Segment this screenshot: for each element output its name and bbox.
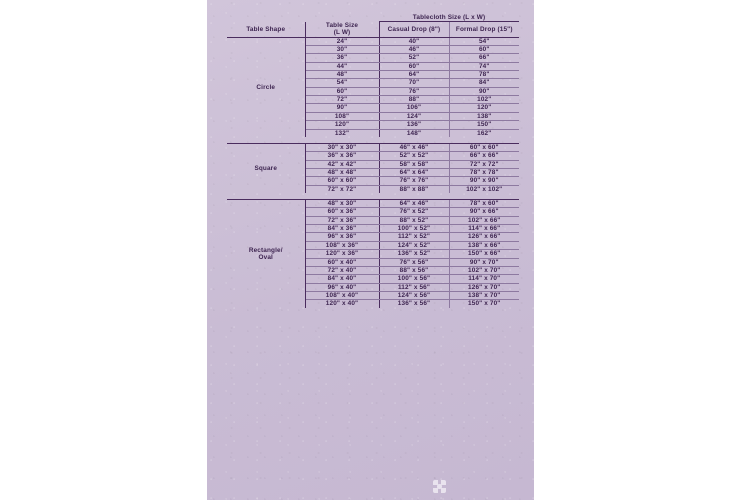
cell-formal-drop: 150" x 70" [468,300,501,308]
cell-table-size: 72" [305,96,379,104]
cell-table-size: 36" [305,54,379,62]
cell-casual-drop: 76" x 56" [379,258,449,266]
cell-formal-drop: 126" x 66" [449,233,519,241]
cell-casual-drop: 46" [379,45,449,53]
cell-table-size: 84" x 36" [305,225,379,233]
cell-formal-drop: 90" x 66" [449,208,519,216]
cell-formal-drop: 72" x 72" [449,160,519,168]
table-header [227,14,519,37]
cell-formal-drop: 138" x 66" [449,241,519,249]
cell-formal-drop: 162" [477,129,492,137]
pinwheel-logo-icon [433,480,446,493]
table-row [227,143,519,151]
cell-casual-drop: 100" x 52" [379,225,449,233]
cell-formal-drop: 78" [449,71,519,79]
cell-formal-drop: 90" x 90" [449,177,519,185]
header-formal-drop: Formal Drop (15") [449,22,519,37]
cell-casual-drop: 136" [379,121,449,129]
cell-formal-drop: 66" [449,54,519,62]
cell-formal-drop: 90" [449,87,519,95]
cell-table-size: 48" x 48" [305,168,379,176]
section-square [227,143,519,199]
header-table-size-line1: Table Size [325,21,359,29]
cell-casual-drop: 124" x 52" [379,241,449,249]
cell-formal-drop: 54" [449,37,519,45]
cell-casual-drop: 40" [379,37,449,45]
cell-table-size: 60" x 40" [305,258,379,266]
cell-casual-drop: 88" x 56" [379,266,449,274]
cell-casual-drop: 64" x 46" [379,200,449,208]
cell-casual-drop: 52" x 52" [379,152,449,160]
logo-center-dot [437,484,441,488]
cell-formal-drop: 102" x 66" [449,216,519,224]
cell-casual-drop: 124" x 56" [379,292,449,300]
cell-casual-drop: 112" x 56" [379,283,449,291]
cell-formal-drop: 138" x 70" [449,292,519,300]
cell-casual-drop: 136" x 52" [379,250,449,258]
cell-formal-drop: 66" x 66" [449,152,519,160]
logo-quadrant-bottom-right [441,488,446,493]
cell-table-size: 48" x 30" [305,200,379,208]
cell-formal-drop: 74" [449,62,519,70]
cell-formal-drop: 126" x 70" [449,283,519,291]
cell-casual-drop: 76" [379,87,449,95]
header-table-size-line2: (L W) [333,29,351,37]
cell-formal-drop: 102" x 70" [449,266,519,274]
cell-table-size: 60" [305,87,379,95]
header-spacer-shape [227,14,305,22]
cell-casual-drop: 148" [379,129,449,137]
cell-table-size: 108" [305,112,379,120]
cell-table-size: 60" x 60" [305,177,379,185]
cell-table-size: 84" x 40" [305,275,379,283]
cell-table-size: 54" [305,79,379,87]
header-table-shape-label: Table Shape [246,25,286,33]
cell-table-size: 30" x 30" [305,143,379,151]
cell-table-size: 36" x 36" [305,152,379,160]
cell-formal-drop: 78" x 78" [449,168,519,176]
cell-casual-drop: 70" [379,79,449,87]
cell-casual-drop: 88" x 52" [379,216,449,224]
cell-table-size: 30" [305,45,379,53]
cell-casual-drop: 124" [379,112,449,120]
cell-casual-drop: 100" x 56" [379,275,449,283]
cell-casual-drop: 136" x 56" [379,300,449,308]
cell-formal-drop: 102" x 102" [466,185,503,193]
cell-casual-drop: 60" [379,62,449,70]
shape-label-square: Square [227,143,305,193]
header-row-columns [227,22,519,37]
cell-formal-drop: 138" [449,112,519,120]
cell-table-size: 72" x 72" [305,185,379,193]
section-circle [227,37,519,143]
cell-formal-drop: 60" [449,45,519,53]
cell-casual-drop: 88" x 88" [379,185,449,193]
cell-table-size: 132" [305,129,379,137]
cell-formal-drop: 120" [449,104,519,112]
shape-label-line1: Rectangle/ [248,246,283,254]
cell-casual-drop: 52" [379,54,449,62]
cell-formal-drop: 150" x 66" [449,250,519,258]
cell-table-size: 96" x 40" [305,283,379,291]
cell-table-size: 60" x 36" [305,208,379,216]
table-row [227,200,519,208]
cell-casual-drop: 76" x 76" [379,177,449,185]
cell-casual-drop: 88" [379,96,449,104]
cell-formal-drop: 78" x 60" [449,200,519,208]
cell-table-size: 96" x 36" [305,233,379,241]
cell-casual-drop: 58" x 58" [379,160,449,168]
cell-casual-drop: 64" x 64" [379,168,449,176]
cell-table-size: 72" x 40" [305,266,379,274]
header-table-size [305,22,379,37]
cell-table-size: 48" [305,71,379,79]
cell-table-size: 90" [305,104,379,112]
cell-formal-drop: 60" x 60" [449,143,519,151]
cell-casual-drop: 64" [379,71,449,79]
cell-table-size: 120" x 36" [305,250,379,258]
header-casual-drop: Casual Drop (8") [379,22,449,37]
table-row [227,37,519,45]
cell-casual-drop: 76" x 52" [379,208,449,216]
cell-casual-drop: 106" [379,104,449,112]
tablecloth-size-chart-card [207,0,534,500]
cell-table-size: 120" x 40" [305,300,379,308]
cell-casual-drop: 112" x 52" [379,233,449,241]
shape-label-rectangle-oval [227,200,305,308]
header-spacer-tablesize [305,14,379,22]
cell-formal-drop: 90" x 70" [449,258,519,266]
header-tablecloth-size: Tablecloth Size (L x W) [379,14,519,22]
header-table-shape [227,22,305,37]
cell-table-size: 108" x 36" [305,241,379,249]
shape-label-line2: Oval [258,253,273,261]
cell-table-size: 24" [305,37,379,45]
cell-table-size: 42" x 42" [305,160,379,168]
shape-label-circle: Circle [227,37,305,137]
cell-casual-drop: 46" x 46" [379,143,449,151]
cell-formal-drop: 84" [449,79,519,87]
tablecloth-size-table [227,14,519,308]
cell-table-size: 72" x 36" [305,216,379,224]
header-row-group [227,14,519,22]
cell-formal-drop: 114" x 70" [449,275,519,283]
cell-formal-drop: 102" [449,96,519,104]
cell-formal-drop: 114" x 66" [449,225,519,233]
cell-formal-drop: 150" [449,121,519,129]
cell-table-size: 108" x 40" [305,292,379,300]
cell-table-size: 44" [305,62,379,70]
cell-table-size: 120" [305,121,379,129]
section-rectangle-oval [227,200,519,308]
